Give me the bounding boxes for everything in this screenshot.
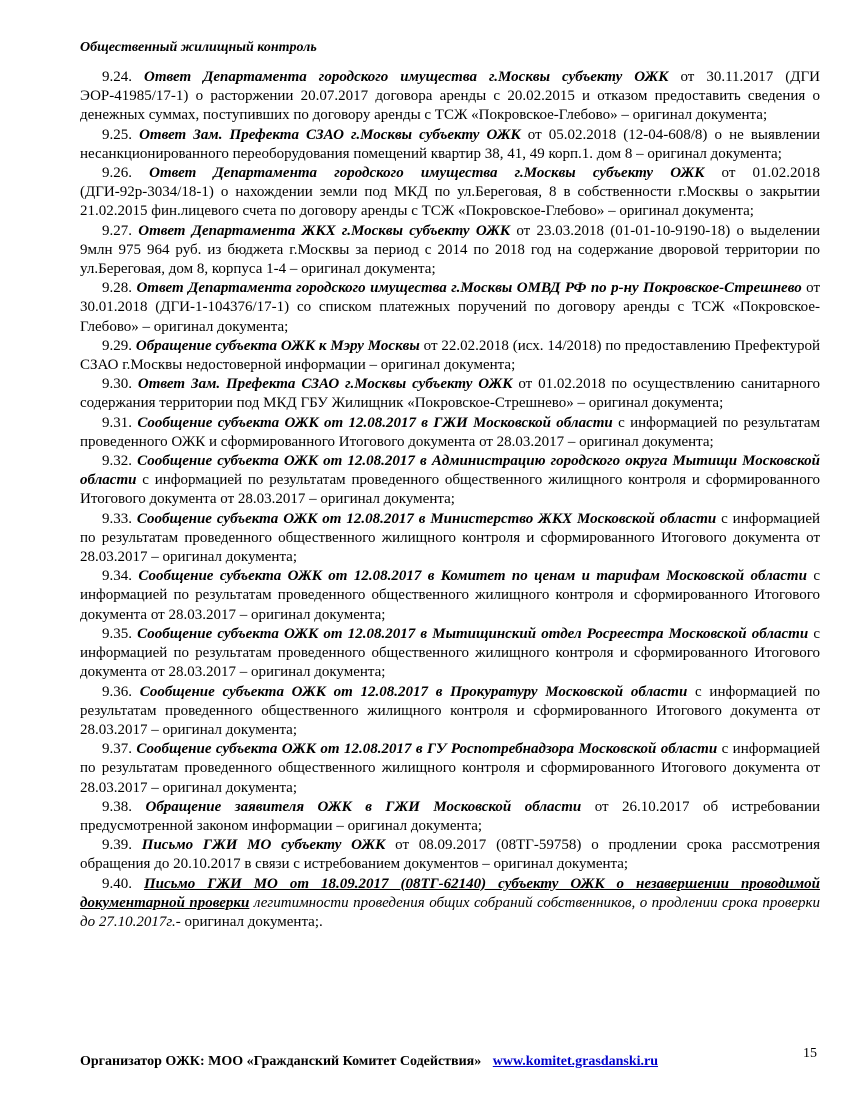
item-number: 9.32.: [102, 453, 132, 470]
list-item: [80, 279, 820, 337]
item-text: с информацией по результатам проведенного общественного жилищного контроля и сформированного Итогового документа от 28.03.2017 – оригинал документа;: [80, 683, 820, 738]
item-text: от 26.10.2017 об истребовании предусмотренной законом информации – оригинал документа;: [80, 798, 820, 834]
item-text: от 30.01.2018 (ДГИ-1-104376/17-1) со списком платежных поручений по договору аренды с ТСЖ «Покровское-Глебово» – оригинал документа;: [80, 280, 821, 335]
item-title: Сообщение субъекта ОЖК от 12.08.2017 в Администрацию городского округа Мытищи Московской области: [80, 453, 820, 489]
item-title: Сообщение субъекта ОЖК от 12.08.2017 в ГУ Роспотребнадзора Московской области: [136, 741, 718, 758]
footer-organizer: Организатор ОЖК: МОО «Гражданский Комитет Содействия»: [80, 1054, 482, 1069]
item-text: с информацией по результатам проведенного общественного жилищного контроля и сформированного Итогового документа от 28.03.2017 – оригинал документа;: [80, 472, 820, 508]
item-number: 9.37.: [102, 741, 132, 758]
list-item: [80, 510, 820, 568]
item-title: Ответ Департамента городского имущества г.Москвы субъекту ОЖК: [144, 69, 669, 85]
item-title: Сообщение субъекта ОЖК от 12.08.2017 в ГЖИ Московской области: [137, 414, 613, 431]
item-title: Сообщение субъекта ОЖК от 12.08.2017 в Прокуратуру Московской области: [139, 683, 688, 700]
item-text: от 08.09.2017 (08ТГ-59758) о продлении срока рассмотрения обращения до 20.10.2017 в связи с истребованием документов – оригинал документа;: [80, 837, 821, 873]
item-number: 9.24.: [102, 69, 132, 85]
list-item: [80, 337, 820, 375]
item-text: с информацией по результатам проведенного общественного жилищного контроля и сформированного Итогового документа от 28.03.2017 – оригинал документа;: [80, 568, 820, 623]
item-title: Ответ Департамента ЖКХ г.Москвы субъекту ОЖК: [138, 222, 511, 239]
item-text: с информацией по результатам проведенного общественного жилищного контроля и сформированного Итогового документа от 28.03.2017 – оригинал документа;: [80, 510, 821, 566]
list-item: [80, 414, 820, 452]
page-number: 15: [803, 1046, 817, 1061]
list-item: [80, 164, 820, 222]
item-number: 9.33.: [102, 510, 132, 527]
item-title: Сообщение субъекта ОЖК от 12.08.2017 в Комитет по ценам и тарифам Московской области: [138, 568, 807, 585]
list-item: [80, 836, 820, 874]
item-text: с информацией по результатам проведенного общественного жилищного контроля и сформированного Итогового документа от 28.03.2017 – оригинал документа;: [80, 625, 820, 681]
list-item: [80, 375, 820, 413]
item-title: Ответ Департамента городского имущества г.Москвы ОМВД РФ по р-ну Покровское-Стрешнево: [136, 280, 802, 297]
item-title: Ответ Департамента городского имущества г.Москвы субъекту ОЖК: [149, 165, 705, 182]
item-text: от 23.03.2018 (01-01-10-9190-18) о выделении 9млн 975 964 руб. из бюджета г.Москвы за период с 2014 по 2018 год на содержание дворовой территории по ул.Береговая, дом 8, корпуса 1-4 – оригинал документа;: [80, 222, 820, 278]
list-item: [80, 740, 820, 798]
item-title: Письмо ГЖИ МО от 18.09.2017 (08ТГ-62140) субъекту ОЖК о незавершении проводимой документарной проверки: [80, 875, 821, 911]
item-text: от 01.02.2018 по осуществлению санитарного содержания территории под МКД ГБУ Жилищник «Покровское-Стрешнево» – оригинал документа;: [80, 376, 821, 412]
item-title: Обращение заявителя ОЖК в ГЖИ Московской области: [145, 798, 582, 815]
list-item: [80, 452, 820, 510]
item-text: с информацией по результатам проведенного ОЖК и сформированного Итогового документа от 28.03.2017 – оригинал документа;: [80, 414, 821, 450]
page-footer: [80, 1054, 658, 1070]
list-item: [80, 875, 820, 933]
list-item: [80, 126, 820, 164]
document-body: [80, 68, 820, 932]
item-number: 9.36.: [102, 683, 132, 700]
item-title: Ответ Зам. Префекта СЗАО г.Москвы субъекту ОЖК: [137, 376, 513, 393]
item-number: 9.31.: [102, 414, 132, 431]
item-title: Сообщение субъекта ОЖК от 12.08.2017 в Мытищинский отдел Росреестра Московской области: [137, 625, 809, 642]
item-italic-text: легитимности проведения общих собраний собственников, о продлении срока проверки до 27.10.2017г.: [80, 894, 821, 930]
item-text: от 22.02.2018 (исх. 14/2018) по предоставлению Префектурой СЗАО г.Москвы недостоверной информации – оригинал документа;: [80, 337, 821, 374]
list-item: [80, 683, 820, 741]
item-number: 9.29.: [102, 337, 132, 354]
list-item: [80, 222, 820, 280]
item-number: 9.34.: [102, 568, 132, 585]
item-title: Обращение субъекта ОЖК к Мэру Москвы: [135, 337, 420, 354]
item-text: от 01.02.2018 (ДГИ-92р-3034/18-1) о нахождении земли под МКД по ул.Береговая, 8 в собственности г.Москвы о закрытии 21.02.2015 фин.лицевого счета по договору аренды с ТСЖ «Покровское-Глебово» – оригинал документа;: [80, 165, 821, 220]
item-number: 9.35.: [102, 625, 132, 642]
list-item: [80, 625, 820, 683]
list-item: [80, 68, 820, 126]
item-number: 9.27.: [102, 222, 132, 239]
footer-website-link[interactable]: www.komitet.grasdanski.ru: [492, 1054, 659, 1069]
item-number: 9.39.: [102, 837, 132, 854]
item-title: Ответ Зам. Префекта СЗАО г.Москвы субъекту ОЖК: [139, 126, 521, 143]
attachment-list: [80, 68, 820, 875]
item-text: - оригинал документа;.: [175, 913, 323, 930]
item-number: 9.30.: [102, 376, 132, 393]
list-item: [80, 567, 820, 625]
list-item: [80, 798, 820, 836]
item-text: с информацией по результатам проведенного общественного жилищного контроля и сформированного Итогового документа от 28.03.2017 – оригинал документа;: [80, 741, 820, 796]
item-text: от 05.02.2018 (12-04-608/8) о не выявлении несанкционированного переоборудования помещений квартир 38, 41, 49 корп.1. дом 8 – оригинал документа;: [80, 126, 820, 162]
item-title: Сообщение субъекта ОЖК от 12.08.2017 в Министерство ЖКХ Московской области: [136, 510, 717, 527]
item-number: 9.25.: [102, 126, 132, 143]
item-title: Письмо ГЖИ МО субъекту ОЖК: [141, 837, 386, 854]
item-number: 9.40.: [102, 875, 132, 892]
item-number: 9.26.: [102, 165, 132, 182]
item-text: от 30.11.2017 (ДГИ ЭОР-41985/17-1) о расторжении 20.07.2017 договора аренды с 20.02.2015 и отказом предоставить сведения о денежных суммах, поступивших по договору аренды с ТСЖ «Покровское-Глебово» – оригинал документа;: [80, 69, 820, 124]
item-number: 9.28.: [102, 280, 132, 297]
item-number: 9.38.: [102, 798, 132, 815]
running-header: Общественный жилищный контроль: [80, 40, 317, 55]
